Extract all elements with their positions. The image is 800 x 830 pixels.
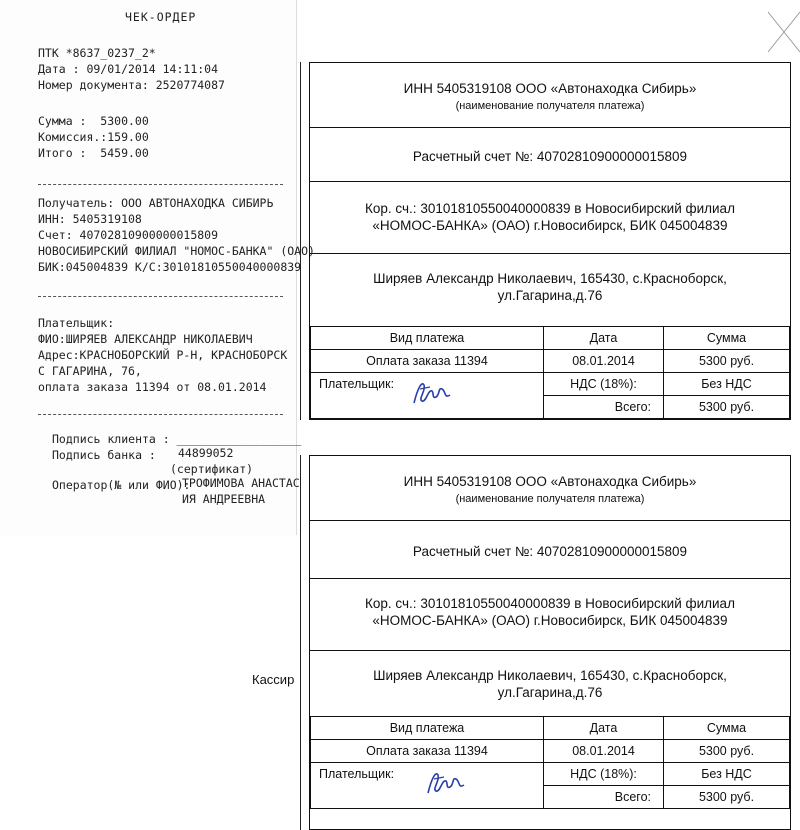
bank-line-1: Кор. сч.: 30101810550040000839 в Новосибирский филиал	[365, 201, 735, 216]
recipient-name: ИНН 5405319108 ООО «Автонаходка Сибирь»	[403, 81, 697, 96]
receipt-frame	[309, 455, 791, 830]
payer-line: Адрес:КРАСНОБОРСКИЙ Р-Н, КРАСНОБОРСК	[38, 348, 288, 362]
recipient-line: ИНН: 5405319108	[38, 212, 142, 226]
payer-line-2: ул.Гагарина,д.76	[497, 685, 603, 700]
payment-table	[310, 326, 790, 419]
recipient-line: НОВОСИБИРСКИЙ ФИЛИАЛ "НОМОС-БАНКА" (ОАО)	[38, 244, 315, 258]
account-block	[310, 127, 790, 182]
recipient-line: БИК:045004839 К/С:30101810550040000839	[38, 260, 302, 274]
total-value: 5300 руб.	[664, 396, 790, 419]
payer-line: Плательщик:	[38, 316, 115, 330]
bank-signature-label: Подпись банка :	[52, 448, 156, 462]
receipt-date: Дата : 09/01/2014 14:11:04	[38, 62, 219, 76]
divider	[38, 296, 283, 297]
payer-line: оплата заказа 11394 от 08.01.2014	[38, 380, 267, 394]
recipient-name: ИНН 5405319108 ООО «Автонаходка Сибирь»	[403, 474, 697, 489]
bank-line-1: Кор. сч.: 30101810550040000839 в Новосибирский филиал	[365, 596, 735, 611]
account-block	[310, 520, 790, 579]
payer-label: Плательщик:	[319, 767, 395, 781]
notice-form	[300, 62, 791, 420]
certificate-note: (сертификат)	[170, 462, 254, 476]
operator-label: Оператор(№ или ФИО):	[52, 478, 191, 492]
operator-name-1: ТРОФИМОВА АНАСТАС	[182, 476, 300, 490]
total-value: 5300 руб.	[664, 786, 790, 809]
payer-signature-cell	[311, 373, 544, 419]
vat-value: Без НДС	[664, 373, 790, 396]
amount-line: Сумма : 5300.00	[38, 114, 149, 128]
payer-line: С ГАГАРИНА, 76,	[38, 364, 142, 378]
recipient-block	[310, 456, 790, 521]
payment-date: 08.01.2014	[544, 740, 664, 763]
payer-block	[310, 253, 790, 325]
cashier-label: Кассир	[252, 672, 295, 687]
corner-cross-mark	[768, 2, 800, 62]
account-number: Расчетный счет №: 40702810900000015809	[412, 544, 688, 559]
header-date: Дата	[544, 717, 664, 740]
recipient-line: Счет: 40702810900000015809	[38, 228, 219, 242]
header-type: Вид платежа	[311, 327, 544, 350]
payer-line-2: ул.Гагарина,д.76	[497, 288, 603, 303]
divider	[38, 414, 283, 415]
bank-line-2: «НОМОС-БАНКА» (ОАО) г.Новосибирск, БИК 045004839	[372, 218, 728, 233]
receipt-form	[300, 455, 791, 830]
payment-sum: 5300 руб.	[664, 740, 790, 763]
document-number: Номер документа: 2520774087	[38, 78, 225, 92]
recipient-caption: (наименование получателя платежа)	[455, 493, 645, 505]
payer-signature-cell	[311, 763, 544, 809]
payer-line-1: Ширяев Александр Николаевич, 165430, с.Красноборск,	[373, 668, 727, 683]
client-signature-line: Подпись клиента : __________________	[52, 432, 302, 446]
payment-type: Оплата заказа 11394	[311, 350, 544, 373]
notice-frame	[309, 62, 791, 420]
signature-icon	[408, 377, 454, 407]
vat-label: НДС (18%):	[544, 373, 664, 396]
payment-type: Оплата заказа 11394	[311, 740, 544, 763]
payer-label: Плательщик:	[319, 377, 395, 391]
divider	[38, 184, 283, 185]
payment-table	[310, 716, 790, 809]
bank-line-2: «НОМОС-БАНКА» (ОАО) г.Новосибирск, БИК 045004839	[372, 613, 728, 628]
total-label: Всего:	[544, 396, 664, 419]
payment-sum: 5300 руб.	[664, 350, 790, 373]
commission-line: Комиссия.:159.00	[38, 130, 149, 144]
bank-signature-value: 44899052	[178, 446, 234, 460]
total-line: Итого : 5459.00	[38, 146, 149, 160]
receipt-title: ЧЕК-ОРДЕР	[125, 10, 197, 24]
payment-date: 08.01.2014	[544, 350, 664, 373]
header-sum: Сумма	[664, 717, 790, 740]
payer-line-1: Ширяев Александр Николаевич, 165430, с.Красноборск,	[373, 271, 727, 286]
header-type: Вид платежа	[311, 717, 544, 740]
bank-block	[310, 578, 790, 651]
header-date: Дата	[544, 327, 664, 350]
thermal-receipt	[0, 0, 315, 535]
operator-name-2: ИЯ АНДРЕЕВНА	[182, 492, 266, 506]
payer-block	[310, 650, 790, 722]
recipient-caption: (наименование получателя платежа)	[455, 100, 645, 112]
vat-value: Без НДС	[664, 763, 790, 786]
signature-icon	[422, 767, 468, 797]
total-label: Всего:	[544, 786, 664, 809]
vat-label: НДС (18%):	[544, 763, 664, 786]
payer-line: ФИО:ШИРЯЕВ АЛЕКСАНДР НИКОЛАЕВИЧ	[38, 332, 253, 346]
bank-block	[310, 181, 790, 254]
account-number: Расчетный счет №: 40702810900000015809	[412, 149, 688, 164]
recipient-block	[310, 63, 790, 128]
header-sum: Сумма	[664, 327, 790, 350]
terminal-id: ПТК *8637_0237_2*	[38, 46, 156, 60]
recipient-line: Получатель: ООО АВТОНАХОДКА СИБИРЬ	[38, 196, 274, 210]
